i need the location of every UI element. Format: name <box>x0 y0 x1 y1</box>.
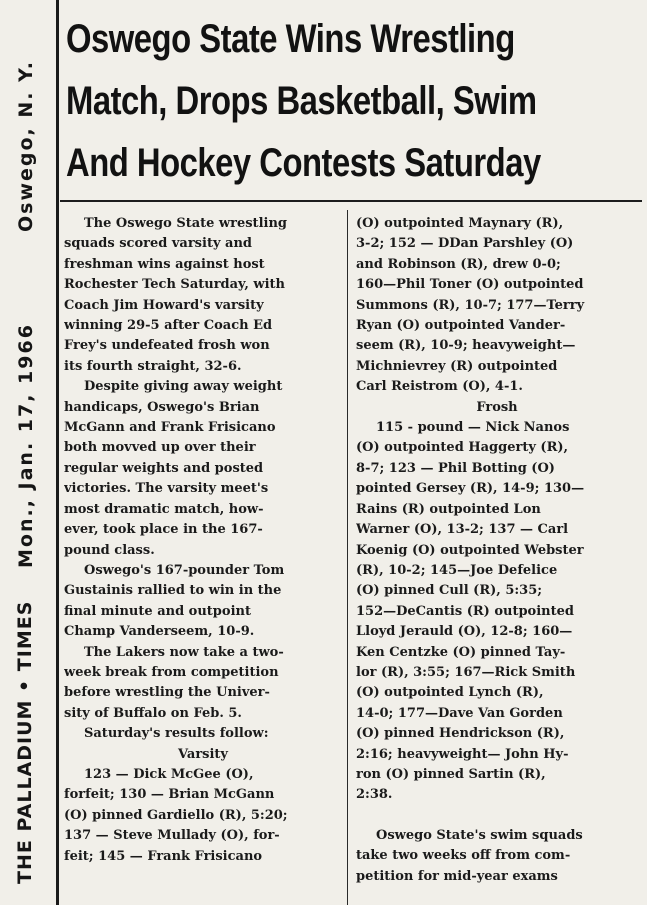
headline-rule <box>60 200 642 202</box>
article-line: (R), 10-2; 145—Joe Defelice <box>356 562 558 578</box>
headline <box>66 8 641 194</box>
article-line: Rains (R) outpointed Lon <box>356 501 541 517</box>
article-line: 2:16; heavyweight— John Hy- <box>356 746 569 762</box>
article-line: (O) pinned Gardiello (R), 5:20; <box>64 807 288 823</box>
article-line: Warner (O), 13-2; 137 — Carl <box>356 522 569 538</box>
article-line: (O) pinned Cull (R), 5:35; <box>356 583 543 599</box>
article-line: Frosh <box>476 399 518 415</box>
article-line: Coach Jim Howard's varsity <box>64 297 264 313</box>
article-line: The Lakers now take a two- <box>84 644 284 660</box>
article-line: before wrestling the Univer- <box>64 685 270 701</box>
article-line: ever, took place in the 167- <box>64 522 263 538</box>
headline-line-2: Match, Drops Basketball, Swim <box>66 79 537 123</box>
article-line: Ryan (O) outpointed Vander- <box>356 318 566 334</box>
article-line: Frey's undefeated frosh won <box>64 338 270 354</box>
newspaper-source: THE PALLADIUM • TIMES <box>14 600 36 884</box>
article-line: ron (O) pinned Sartin (R), <box>356 766 546 782</box>
article-line: squads scored varsity and <box>64 236 252 252</box>
article-line: 160—Phil Toner (O) outpointed <box>356 277 584 293</box>
article-line: Saturday's results follow: <box>84 726 269 742</box>
article-line: feit; 145 — Frank Frisicano <box>64 848 263 864</box>
article-line: Carl Reistrom (O), 4-1. <box>356 379 523 395</box>
margin-strip <box>0 0 59 905</box>
article-line: Oswego's 167-pounder Tom <box>84 562 285 578</box>
article-line: week break from competition <box>64 664 279 680</box>
article-line: pound class. <box>64 542 155 558</box>
article-line: Rochester Tech Saturday, with <box>64 277 286 293</box>
article-line: Champ Vanderseem, 10-9. <box>64 624 255 640</box>
article-line: Koenig (O) outpointed Webster <box>356 542 584 558</box>
article-line: Despite giving away weight <box>84 379 283 395</box>
headline-line-1: Oswego State Wins Wrestling <box>66 17 515 61</box>
headline-line-3: And Hockey Contests Saturday <box>66 141 541 185</box>
article-line: McGann and Frank Frisicano <box>64 420 276 436</box>
article-line: its fourth straight, 32-6. <box>64 358 242 374</box>
article-line: Summons (R), 10-7; 177—Terry <box>356 297 585 313</box>
article-line: victories. The varsity meet's <box>64 481 269 497</box>
dateline-place: Oswego, N. Y. <box>15 60 37 232</box>
article-line: 8-7; 123 — Phil Botting (O) <box>356 460 555 476</box>
article-column-right <box>356 214 638 887</box>
article-line: Varsity <box>178 746 228 762</box>
article-line: sity of Buffalo on Feb. 5. <box>64 705 242 721</box>
article-column-left <box>64 214 342 867</box>
article-line: Gustainis rallied to win in the <box>64 583 282 599</box>
article-line: 3-2; 152 — DDan Parshley (O) <box>356 236 574 252</box>
article-line: petition for mid-year exams <box>356 868 558 884</box>
article-line: take two weeks off from com- <box>356 848 571 864</box>
article-line: most dramatic match, how- <box>64 501 264 517</box>
article-line: seem (R), 10-9; heavyweight— <box>356 338 576 354</box>
article-line: both movved up over their <box>64 440 256 456</box>
article-line: 152—DeCantis (R) outpointed <box>356 603 574 619</box>
article-line: 2:38. <box>356 787 393 803</box>
article-line: (O) outpointed Maynary (R), <box>356 216 564 231</box>
article-line: Oswego State's swim squads <box>376 827 583 843</box>
article-line: handicaps, Oswego's Brian <box>64 399 260 415</box>
article-line: Ken Centzke (O) pinned Tay- <box>356 644 566 660</box>
article-line: freshman wins against host <box>64 256 265 272</box>
article-line: The Oswego State wrestling <box>84 216 287 231</box>
article-line: (O) pinned Hendrickson (R), <box>356 726 565 742</box>
article-line: regular weights and posted <box>64 460 264 476</box>
article-line <box>356 806 638 826</box>
article-line: 115 - pound — Nick Nanos <box>376 420 570 436</box>
article-line: final minute and outpoint <box>64 603 251 619</box>
article-line: 123 — Dick McGee (O), <box>84 766 254 782</box>
article-line: lor (R), 3:55; 167—Rick Smith <box>356 664 576 680</box>
article-line: (O) outpointed Lynch (R), <box>356 685 544 701</box>
article-line: 14-0; 177—Dave Van Gorden <box>356 705 563 721</box>
article-line: pointed Gersey (R), 14-9; 130— <box>356 481 585 497</box>
article-line: winning 29-5 after Coach Ed <box>64 318 273 334</box>
article-line: (O) outpointed Haggerty (R), <box>356 440 569 456</box>
article-line: Lloyd Jerauld (O), 12-8; 160— <box>356 624 573 640</box>
column-divider <box>347 210 348 905</box>
article-line: and Robinson (R), drew 0-0; <box>356 256 561 272</box>
article-line: 137 — Steve Mullady (O), for- <box>64 828 280 844</box>
article-line: Michnievrey (R) outpointed <box>356 358 558 374</box>
publication-date: Mon., Jan. 17, 1966 <box>15 323 37 568</box>
article-line: forfeit; 130 — Brian McGann <box>64 787 275 803</box>
